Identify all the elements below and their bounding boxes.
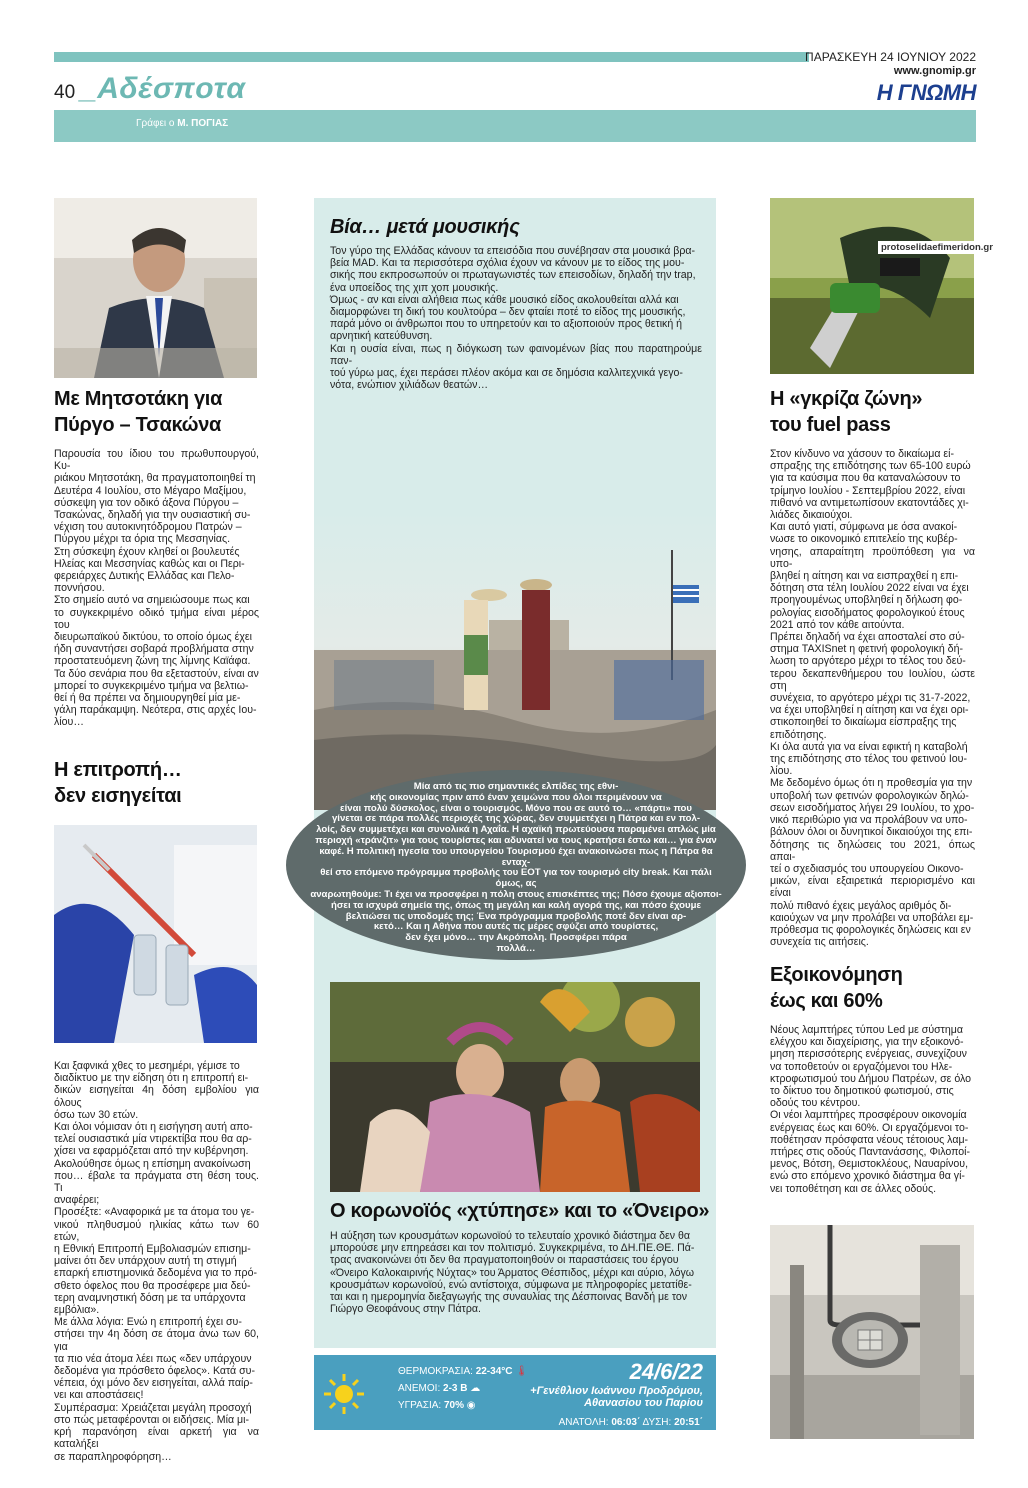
text-line: ενέργειας έως και 60%. Οι εργαζόμενοι το- (770, 1121, 969, 1134)
text-line: ένα υποείδος της χιπ χοπ μουσικής. (330, 281, 499, 294)
text-line: δικών εισηγείται 4η δόση εμβολίου για όλους (54, 1084, 259, 1109)
sunrise-label: ΑΝΑΤΟΛΗ: (558, 1417, 609, 1428)
text-line: περιοχή «τράνζιτ» για τους τουρίστες και αδυνατεί να τους κρατήσει έστω και… για έναν (315, 834, 717, 846)
text-line: Οι νέοι λαμπτήρες προσφέρουν οικονομία (770, 1109, 967, 1122)
text-line: σπραξης της επιδότησης των 65-100 ευρώ (770, 460, 971, 473)
text-line: βελτιώσει τις υποδομές της; Ένα πρόγραμμα προβολής ποτέ δεν είναι αρ- (345, 910, 687, 922)
streetlight-photo-art (770, 1225, 974, 1439)
text-line: Η αύξηση των κρουσμάτων κορωνοϊού το τελευταίο χρονικό διάστημα δεν θα (330, 1230, 691, 1242)
text-line: προηγουμένως υποβληθεί η δήλωση φο- (770, 594, 963, 607)
mitsotakis-photo-art (54, 198, 257, 378)
text-line: σεων εισοδήματος λήγει 29 Ιουλίου, το χρο- (770, 801, 975, 814)
text-line: αναφέρει; (54, 1194, 100, 1207)
humidity-icon: ◉ (466, 1400, 476, 1411)
text-line: νέπεια, όχι μόνο δεν εισηγείται, αλλά παίρ- (54, 1377, 253, 1390)
text-line: οδούς του κέντρου. (770, 1097, 861, 1110)
text-line: καιούχων να μην προλάβει να υποβάλει εμ- (770, 911, 974, 924)
energy-savings-article (770, 1024, 975, 1195)
committee-headline-line2: δεν εισηγείται (54, 785, 182, 807)
temperature-label: ΘΕΡΜΟΚΡΑΣΙΑ: (398, 1366, 473, 1377)
text-line: δεδομένα για πρόσθετο όφελος». Κατά συ- (54, 1365, 255, 1378)
text-line: βεία MAD. Και τα περισσότερα σχόλια έχουν να κάνουν με το είδος της μου- (330, 257, 685, 270)
text-line: διαμορφώνει τη δική του κουλτούρα – δεν φταίει ποτέ το είδος της μουσικής, (330, 306, 686, 319)
text-line: τρας ανακοινώνει ότι δεν θα πραγματοποιηθούν οι παραστάσεις του έργου (330, 1254, 679, 1267)
wind-row (398, 1383, 480, 1394)
theatre-performance-photo (330, 982, 700, 1192)
text-line: λίου… (54, 716, 84, 729)
text-line: τελεί ουσιαστικά μία ντιρεκτίβα που θα αρ- (54, 1133, 252, 1146)
text-line: όσω των 30 ετών. (54, 1108, 139, 1121)
temperature-row (398, 1366, 528, 1377)
tourism-oval-text (306, 782, 726, 955)
mitsotakis-headline (54, 386, 264, 438)
text-line: επιδότησης. (770, 728, 827, 741)
text-line: ποννήσου. (54, 582, 105, 595)
text-line: εμβόλια». (54, 1304, 100, 1317)
theatre-photo-art (330, 982, 700, 1192)
fuel-pass-headline (770, 386, 980, 438)
text-line: 2021 από τον κάθε αιτούντα. (770, 618, 905, 631)
violence-headline: Βία… μετά μουσικής (330, 216, 520, 238)
text-line: Στο σημείο αυτό να σημειώσουμε πως και (54, 594, 250, 607)
text-line: στημα TAXISnet η φετινή φορολογική δή- (770, 643, 963, 656)
text-line: νωσε το οικονομικό επιτελείο της κυβέρ- (770, 533, 958, 546)
section-title-text: Αδέσποτα (97, 72, 246, 105)
text-line: γάλη παράκαμψη. Νεότερα, στις αρχές Ιου- (54, 704, 257, 717)
byline-author: Μ. ΠΟΓΙΑΣ (177, 118, 229, 129)
committee-headline (54, 757, 264, 809)
wind-label: ΑΝΕΜΟΙ: (398, 1383, 441, 1394)
text-line: φερειάρχες Δυτικής Ελλάδας και Πελο- (54, 570, 235, 583)
cloud-icon: ☁ (470, 1383, 481, 1394)
text-line: Ακολούθησε όμως η επίσημη ανακοίνωση (54, 1157, 251, 1170)
text-line: αρνητική κατεύθυνση. (330, 330, 433, 343)
text-line: Νέους λαμπτήρες τύπου Led με σύστημα (770, 1024, 963, 1036)
text-line: αναρωτηθούμε: Τι έχει να προσφέρει η πόλη στους επισκέπτες της; Πόσο έχουμε αξιοποι- (310, 888, 722, 900)
text-line: δότηση στα τέλη Ιουλίου 2022 είναι να έχει (770, 582, 969, 595)
text-line: νικού πληθυσμού ηλικίας κάτω των 60 ετών, (54, 1218, 259, 1243)
text-line: Και ξαφνικά χθες το μεσημέρι, γέμισε το (54, 1060, 240, 1072)
text-line: διευρωπαϊκού δικτύου, το οποίο όμως έχει (54, 631, 252, 644)
page-number: 40 (54, 82, 76, 103)
coronavirus-dream-article (330, 1230, 702, 1315)
text-line: στικοποιηθεί το δικαίωμα είσπραξης της (770, 716, 957, 729)
text-line: συνέχεια, το αργότερο μέχρι τις 31-7-2022, (770, 692, 971, 705)
text-line: ενώ στο επόμενο χρονικό διάστημα θα γί- (770, 1170, 965, 1183)
text-line: Πρέπει δηλαδή να έχει αποσταλεί στο σύ- (770, 631, 965, 644)
text-line: λωση το αργότερο μέχρι το τέλος του δεύ- (770, 655, 966, 668)
text-line: που… έβαλε τα πράγματα στη θέση τους. Τι (54, 1169, 259, 1195)
fuel-pump-photo (770, 198, 974, 374)
site-url[interactable]: www.gnomip.gr (893, 65, 976, 77)
text-line: μπορούσε μην επηρεάσει και τον πολιτισμό. Συγκεκριμένα, το ΔΗ.ΠΕ.ΘΕ. Πά- (330, 1242, 695, 1255)
text-line: δεν έχει μόνο… την Ακρόπολη. Προσφέρει πάρα (405, 932, 627, 944)
text-line: η Εθνική Επιτροπή Εμβολιασμών επισημ- (54, 1243, 251, 1256)
coronavirus-dream-headline: Ο κορωνοϊός «χτύπησε» και το «Όνειρο» (330, 1200, 710, 1222)
text-line: Γιώργο Θεοφάνους στην Πάτρα. (330, 1303, 481, 1316)
text-line: Συμπέρασμα: Χρειάζεται μεγάλη προσοχή (54, 1401, 252, 1414)
text-line: στο πώς μεταφέρονται οι ειδήσεις. Μία μι- (54, 1413, 250, 1426)
committee-article (54, 1060, 259, 1463)
text-line: ριάκου Μητσοτάκη, θα πραγματοποιηθεί τη (54, 472, 256, 485)
text-line: πιθανό να αντιμετωπίσουν εκατοντάδες χι- (770, 496, 969, 509)
text-line: μενος, Βότση, Θεμιστοκλέους, Ναυαρίνου, (770, 1158, 969, 1171)
name-days-line2: Αθανασίου του Παρίου (584, 1397, 703, 1409)
text-line: νέχιση του αυτοκινητόδρομου Πατρών – (54, 521, 242, 534)
fuel-pass-headline-line1: Η «γκρίζα ζώνη» (770, 388, 923, 410)
text-line: κρουσμάτων κορωνοϊού, ενώ αντίστοιχα, σύμφωνα με πληροφορίες μετατίθε- (330, 1278, 692, 1291)
text-line: στήσει την 4η δόση σε άτομα άνω των 60, για (54, 1328, 259, 1353)
sunset-time: 20:51΄ (674, 1417, 703, 1428)
text-line: σε παραπληροφόρηση… (54, 1450, 172, 1463)
text-line: σικής που εκπροσωπούν οι πρωταγωνιστές των επεισοδίων, δηλαδή την trap, (330, 269, 696, 282)
text-line: σθετο όφελος που θα προσέφερε μια δεύ- (54, 1279, 251, 1292)
text-line: τα πιο νέα άτομα λέει πως «δεν υπάρχουν (54, 1352, 252, 1365)
text-line: πρόθεσμα τις φορολογικές δηλώσεις και εν (770, 923, 971, 936)
text-line: ήδη συναντήσει σοβαρά προβλήματα στην (54, 643, 254, 656)
text-line: νει τοποθέτηση και σε άλλες οδούς. (770, 1182, 937, 1195)
text-line: τού γύρω μας, έχει περάσει πλέον ακόμα και σε δημόσια καλλιτεχνικά γεγο- (330, 367, 683, 380)
name-days-line1: +Γενέθλιον Ιωάννου Προδρόμου, (530, 1385, 703, 1397)
energy-savings-headline-line1: Εξοικονόμηση (770, 964, 903, 986)
text-line: νότα, ενώπιον χιλιάδων θεατών… (330, 379, 489, 392)
text-line: μηση περισσότερης ενέργειας, συνεχίζουν (770, 1048, 967, 1061)
violence-article (330, 245, 702, 391)
vaccine-photo-art (54, 825, 257, 1043)
byline (136, 118, 228, 129)
text-line: προστατευόμενη ζώνη της λίμνης Καϊάφα. (54, 655, 251, 668)
mitsotakis-article (54, 448, 259, 729)
text-line: Τα δύο σενάρια που θα εξεταστούν, είναι αν (54, 667, 259, 680)
text-line: κής οικονομίας πριν από έναν χειμώνα που όλοι περιμένουν να (370, 791, 662, 803)
section-dash: _ (80, 72, 98, 105)
sunset-label: ΔΥΣΗ: (642, 1417, 672, 1428)
text-line: Με άλλα λόγια: Ενώ η επιτροπή έχει συ- (54, 1316, 242, 1329)
text-line: ελέγχου και διαχείρισης, για την εξοικονό- (770, 1036, 964, 1049)
issue-date: ΠΑΡΑΣΚΕΥΗ 24 ΙΟΥΝΙΟΥ 2022 (805, 50, 976, 64)
text-line: ρολογίας εισοδήματος φορολογικού έτους (770, 606, 965, 619)
mitsotakis-headline-line2: Πύργο – Τσακώνα (54, 414, 222, 436)
sun-icon (322, 1372, 366, 1416)
text-line: Τσακώνας, δηλαδή για την ουσιαστική συ- (54, 509, 251, 522)
text-line: Παρουσία του ίδιου του πρωθυπουργού, Κυ- (54, 448, 259, 473)
text-line: κετό… Και η Αθήνα που αυτές τις μέρες σφύζει από τουρίστες, (373, 921, 659, 933)
text-line: για τα καύσιμα που θα καταναλώσουν το (770, 472, 961, 485)
text-line: της επιδότησης στο τέλος του φετινού Ιου- (770, 753, 967, 766)
text-line: Και η ουσία είναι, πως η διόγκωση των φαινομένων βίας που παρατηρούμε παν- (330, 342, 702, 367)
text-line: παρά μόνο οι άνθρωποι που το υπηρετούν και το αξιοποιούν προς θετική ή (330, 318, 683, 331)
text-line: βληθεί η αίτηση και να εισπραχθεί η επι- (770, 570, 959, 583)
text-line: πολύ πιθανό έχεις μεγάλος αριθμός δι- (770, 899, 952, 912)
text-line: Και αυτό γιατί, σύμφωνα με όσα ανακοί- (770, 521, 958, 534)
text-line: χίσει να εφαρμόζεται από την κυβέρνηση. (54, 1145, 249, 1158)
text-line: πτήρες στις οδούς Παντανάσσης, Φιλοποί- (770, 1146, 971, 1159)
text-line: Δευτέρα 4 Ιουλίου, στο Μέγαρο Μαξίμου, (54, 484, 247, 497)
text-line: νικό περιθώριο για να προλάβουν να υπο- (770, 814, 968, 827)
text-line: Με δεδομένο όμως ότι η προθεσμία για την (770, 777, 973, 790)
text-line: Στη σύσκεψη έχουν κληθεί οι βουλευτές (54, 545, 240, 558)
text-line: πολλά… (496, 942, 536, 954)
text-line: ήσει τα ισχυρά σημεία της, όπως τη μεγάλη και καλή αγορά της, και πόσο έχουμε (330, 899, 702, 911)
text-line: Στον κίνδυνο να χάσουν το δικαίωμα εί- (770, 448, 955, 460)
vaccine-photo (54, 825, 257, 1043)
text-line: τερη αναμνηστική δόση με τα υπάρχοντα (54, 1291, 246, 1304)
temperature-value: 22-34°C (475, 1366, 513, 1377)
section-title (80, 72, 245, 106)
acropolis-photo-art (314, 510, 716, 810)
wind-value: 2-3 B (443, 1383, 468, 1394)
streetlight-photo (770, 1225, 974, 1439)
text-line: νει και αποστάσεις! (54, 1389, 144, 1402)
mitsotakis-photo (54, 198, 257, 378)
text-line: σύσκεψη για τον οδικό άξονα Πύργου – (54, 496, 239, 509)
text-line: ποθέτησαν πρόσφατα νέους τέτοιους λαμ- (770, 1133, 969, 1146)
mitsotakis-headline-line1: Με Μητσοτάκη για (54, 388, 223, 410)
text-line: μικών, είναι εξαιρετικά περιορισμένο και είναι (770, 875, 975, 900)
text-line: Και όλοι νόμισαν ότι η εισήγηση αυτή απο- (54, 1121, 253, 1134)
text-line: ται και η ημερομηνία διεξαγωγής της συναυλίας της Δέσποινας Βανδή με τον (330, 1291, 688, 1304)
header-accent-bar (54, 52, 809, 62)
sun-icon-art (322, 1372, 366, 1416)
text-line: είναι πολύ δύσκολος, είναι ο τουρισμός. Μόνο που σε αυτό το… «πάρτι» που (340, 802, 692, 814)
sunrise-sunset (559, 1417, 703, 1428)
text-line: λιάδες δικαιούχοι. (770, 509, 853, 522)
text-line: θεί ή θα πρέπει να δημιουργηθεί μία με- (54, 692, 241, 705)
name-days (530, 1385, 703, 1409)
text-line: επαρκή επιστημονικά δεδομένα για το πρό- (54, 1267, 257, 1280)
text-line: «Όνειρο Καλοκαιρινής Νύχτας» του Άρματος Θέσπιδος, μέχρι και αύριο, λόγω (330, 1266, 695, 1279)
text-line: Τον γύρο της Ελλάδας κάνουν τα επεισόδια που συνέβησαν στα μουσικά βρα- (330, 245, 696, 257)
text-line: βάλουν όλοι οι δυνητικοί δικαιούχοι της επι- (770, 826, 973, 839)
text-line: υποβολή των φετινών φορολογικών δηλώ- (770, 789, 969, 802)
text-line: να τοποθετούν οι εργαζόμενοι του Ηλε- (770, 1060, 953, 1073)
text-line: το δίκτυο του δημοτικού φωτισμού, στις (770, 1085, 954, 1098)
humidity-row (398, 1400, 476, 1411)
text-line: μπορεί το συγκεκριμένο τμήμα να βελτιω- (54, 679, 249, 692)
text-line: Προσέξτε: «Αναφορικά με τα άτομα του γε- (54, 1206, 255, 1219)
text-line: Ηλείας και Μεσσηνίας καθώς και οι Περι- (54, 557, 245, 570)
text-line: Πύργου μέχρι τα όρια της Μεσσηνίας. (54, 533, 231, 546)
humidity-label: ΥΓΡΑΣΙΑ: (398, 1400, 442, 1411)
acropolis-tourists-photo (314, 510, 716, 810)
energy-savings-headline-line2: έως και 60% (770, 990, 883, 1012)
energy-savings-headline (770, 962, 980, 1014)
humidity-value: 70% (443, 1400, 464, 1411)
fuel-pump-photo-art (770, 198, 974, 374)
watermark: protoselidaefimeridon.gr (878, 241, 996, 254)
text-line: τρίμηνο Ιουλίου - Σεπτεμβρίου 2022, είναι (770, 484, 966, 497)
text-line: γίνεται σε πάρα πολλές περιοχές της χώρας, δεν συμμετέχει η Πάτρα και εν πολ- (331, 813, 701, 825)
text-line: λίου. (770, 765, 793, 778)
text-line: νησης, απαραίτητη προϋπόθεση για να υπο- (770, 545, 975, 570)
text-line: κρή παρανόηση είναι αρκετή για να καταλήξει (54, 1426, 259, 1451)
text-line: Κι όλα αυτά για να είναι εφικτή η καταβολή (770, 740, 968, 753)
fuel-pass-article (770, 448, 975, 948)
newspaper-logo: Η ΓΝΩΜΗ (876, 80, 976, 105)
text-line: τεί ο σχεδιασμός του υπουργείου Οικονο- (770, 862, 964, 875)
text-line: δότησης τις δηλώσεις του 2021, όπως απαι- (770, 838, 975, 863)
byline-prefix: Γράφει ο (136, 118, 175, 129)
text-line: συνεχεία τις αιτήσεις. (770, 936, 869, 949)
sunrise-time: 06:03΄ (611, 1417, 641, 1428)
thermometer-icon: 🌡 (515, 1366, 528, 1377)
committee-headline-line1: Η επιτροπή… (54, 759, 182, 781)
text-line: θεί στο επόμενο πρόγραμμα προβολής του ΕΟΤ για τον τουρισμό city break. Και πάλι όμως, ας (320, 867, 712, 890)
text-line: λοίς, δεν συμμετέχει και συνολικά η Αχαΐα. Η αχαϊκή πρωτεύουσα παραμένει απλώς μία (316, 824, 716, 836)
fuel-pass-headline-line2: του fuel pass (770, 414, 891, 436)
text-line: να έχει υποβληθεί η αίτηση και να έχει ορι- (770, 704, 969, 717)
text-line: τερου δεκαπενθήμερου του Ιουλίου, ώστε στη (770, 667, 975, 692)
text-line: Μία από τις πιο σημαντικές ελπίδες της εθνι- (413, 781, 619, 792)
weather-date: 24/6/22 (629, 1359, 703, 1384)
text-line: καφέ. Η πολιτική ηγεσία του υπουργείου Τουρισμού έχει ανακοινώσει πως η Πάτρα θα ενταχ- (319, 845, 713, 868)
text-line: μαίνει ότι δεν υπάρχουν αυτή τη στιγμή (54, 1255, 237, 1268)
text-line: Όμως - αν και είναι αλήθεια πως κάθε μουσικό είδος ακολουθείται αλλά και (330, 293, 679, 306)
text-line: κτροφωτισμού του Δήμου Πατρέων, σε όλο (770, 1072, 972, 1085)
text-line: το συγκεκριμένο οδικό τμήμα είναι μέρος του (54, 606, 259, 631)
text-line: διαδίκτυο με την είδηση ότι η επιτροπή ει- (54, 1072, 249, 1085)
